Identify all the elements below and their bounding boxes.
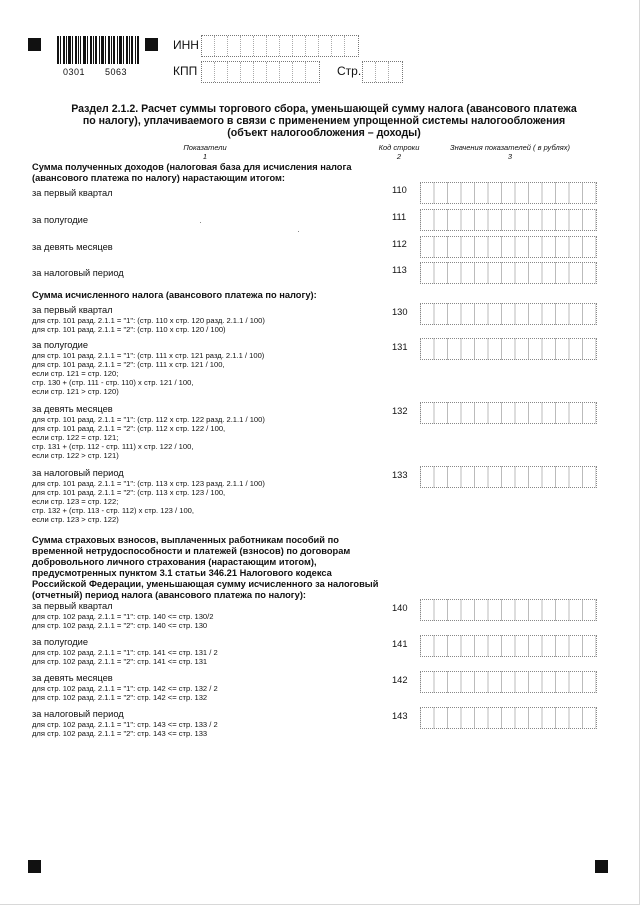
row-label-113: за налоговый период — [32, 268, 124, 278]
note-line: для стр. 102 разд. 2.1.1 = "1": стр. 142 <= стр. 132 / 2 — [32, 684, 218, 693]
value-field-113[interactable] — [420, 262, 597, 284]
column-3-number: 3 — [507, 152, 513, 161]
barcode — [57, 36, 139, 64]
row-label-142: за девять месяцев — [32, 673, 113, 683]
heading-line: Сумма полученных доходов (налоговая база для исчисления налога — [32, 162, 352, 172]
corner-marker-top-left — [28, 38, 41, 51]
row-note-141 — [32, 648, 218, 666]
row-code-130: 130 — [392, 307, 408, 317]
row-code-110: 110 — [392, 185, 407, 195]
row-note-142 — [32, 684, 218, 702]
row-label-111: за полугодие — [32, 215, 89, 225]
title-line-2: по налогу), уплачиваемого в связи с применением упрощенной системы налогообложения — [82, 115, 566, 127]
section-income-heading — [32, 162, 352, 184]
note-line: если стр. 121 > стр. 120) — [32, 387, 119, 396]
note-line: для стр. 102 разд. 2.1.1 = "1": стр. 143 <= стр. 133 / 2 — [32, 720, 218, 729]
row-note-143 — [32, 720, 218, 738]
heading-line: временной нетрудоспособности и платежей (взносов) по договорам — [32, 546, 351, 556]
note-line: для стр. 101 разд. 2.1.1 = "1": (стр. 110 x стр. 120 разд. 2.1.1 / 100) — [32, 316, 265, 325]
section-title — [64, 103, 584, 139]
row-label-112: за девять месяцев — [32, 242, 113, 252]
column-header-values — [426, 143, 594, 161]
row-code-132: 132 — [392, 406, 408, 416]
scan-speck — [298, 231, 299, 232]
note-line: если стр. 122 > стр. 121) — [32, 451, 119, 460]
row-label-131: за полугодие — [32, 340, 89, 350]
row-code-111: 111 — [392, 212, 407, 222]
column-2-name: Код строки — [378, 143, 420, 152]
corner-marker-bottom-left — [28, 860, 41, 873]
title-line-3: (объект налогообложения – доходы) — [227, 127, 421, 139]
row-code-140: 140 — [392, 603, 408, 613]
kpp-field[interactable] — [201, 61, 320, 83]
heading-line: (отчетный) период налога (авансового платежа по налогу): — [32, 590, 307, 600]
value-field-140[interactable] — [420, 599, 597, 621]
value-field-131[interactable] — [420, 338, 597, 360]
row-label-143: за налоговый период — [32, 709, 124, 719]
value-field-130[interactable] — [420, 303, 597, 325]
value-field-133[interactable] — [420, 466, 597, 488]
page-number-field[interactable] — [362, 61, 403, 83]
heading-line: предусмотренных пунктом 3.1 статьи 346.21 Налогового кодекса — [32, 568, 332, 578]
row-note-140 — [32, 612, 213, 630]
column-1-name: Показатели — [183, 143, 227, 152]
row-label-133: за налоговый период — [32, 468, 124, 478]
row-label-141: за полугодие — [32, 637, 89, 647]
section-contributions-heading — [32, 535, 407, 601]
row-code-141: 141 — [392, 639, 408, 649]
corner-marker-top-right — [145, 38, 158, 51]
note-line: для стр. 101 разд. 2.1.1 = "1": (стр. 112 x стр. 122 разд. 2.1.1 / 100) — [32, 415, 265, 424]
note-line: стр. 132 + (стр. 113 - стр. 112) x стр. 123 / 100, — [32, 506, 195, 515]
note-line: если стр. 122 = стр. 121; — [32, 433, 119, 442]
value-field-143[interactable] — [420, 707, 597, 729]
column-header-indicators — [170, 143, 240, 161]
column-3-name: Значения показателей ( в рублях) — [449, 143, 571, 152]
note-line: для стр. 101 разд. 2.1.1 = "1": (стр. 113 x стр. 123 разд. 2.1.1 / 100) — [32, 479, 265, 488]
note-line: если стр. 123 = стр. 122; — [32, 497, 119, 506]
inn-field[interactable] — [201, 35, 359, 57]
row-code-131: 131 — [392, 342, 408, 352]
note-line: для стр. 102 разд. 2.1.1 = "1": стр. 141 <= стр. 131 / 2 — [32, 648, 218, 657]
scan-speck — [200, 222, 201, 223]
note-line: для стр. 101 разд. 2.1.1 = "2": (стр. 110 x стр. 120 / 100) — [32, 325, 226, 334]
corner-marker-bottom-right — [595, 860, 608, 873]
title-line-1: Раздел 2.1.2. Расчет суммы торгового сбора, уменьшающей сумму налога (авансового платежа — [71, 103, 577, 115]
row-code-112: 112 — [392, 239, 407, 249]
note-line: если стр. 123 > стр. 122) — [32, 515, 119, 524]
column-2-number: 2 — [396, 152, 402, 161]
row-code-142: 142 — [392, 675, 408, 685]
kpp-label: КПП — [173, 64, 198, 78]
row-code-133: 133 — [392, 470, 408, 480]
column-header-code — [373, 143, 425, 161]
note-line: для стр. 101 разд. 2.1.1 = "2": (стр. 113 x стр. 123 / 100, — [32, 488, 226, 497]
barcode-number-left: 0301 — [63, 67, 86, 77]
row-note-133 — [32, 479, 265, 524]
heading-line: Российской Федерации, уменьшающая сумму исчисленного за налоговый — [32, 579, 379, 589]
note-line: для стр. 102 разд. 2.1.1 = "1": стр. 140 <= стр. 130/2 — [32, 612, 214, 621]
value-field-132[interactable] — [420, 402, 597, 424]
value-field-110[interactable] — [420, 182, 597, 204]
row-label-130: за первый квартал — [32, 305, 113, 315]
row-note-132 — [32, 415, 265, 460]
value-field-111[interactable] — [420, 209, 597, 231]
heading-line: (авансового платежа по налогу) нарастающим итогом: — [32, 173, 285, 183]
column-1-number: 1 — [202, 152, 208, 161]
note-line: для стр. 102 разд. 2.1.1 = "2": стр. 140 <= стр. 130 — [32, 621, 208, 630]
note-line: если стр. 121 = стр. 120; — [32, 369, 119, 378]
row-note-130 — [32, 316, 265, 334]
section-tax-heading: Сумма исчисленного налога (авансового платежа по налогу): — [32, 290, 317, 300]
note-line: для стр. 101 разд. 2.1.1 = "2": (стр. 111 x стр. 121 / 100, — [32, 360, 225, 369]
value-field-141[interactable] — [420, 635, 597, 657]
note-line: для стр. 102 разд. 2.1.1 = "2": стр. 143 <= стр. 133 — [32, 729, 208, 738]
note-line: для стр. 101 разд. 2.1.1 = "1": (стр. 111 x стр. 121 разд. 2.1.1 / 100) — [32, 351, 265, 360]
page-number-label: Стр. — [337, 64, 362, 78]
row-note-131 — [32, 351, 264, 396]
row-code-113: 113 — [392, 265, 407, 275]
note-line: для стр. 102 разд. 2.1.1 = "2": стр. 141 <= стр. 131 — [32, 657, 208, 666]
row-label-140: за первый квартал — [32, 601, 113, 611]
value-field-112[interactable] — [420, 236, 597, 258]
row-label-110: за первый квартал — [32, 188, 113, 198]
note-line: стр. 130 + (стр. 111 - стр. 110) x стр. 121 / 100, — [32, 378, 194, 387]
note-line: для стр. 102 разд. 2.1.1 = "2": стр. 142 <= стр. 132 — [32, 693, 208, 702]
row-label-132: за девять месяцев — [32, 404, 113, 414]
row-code-143: 143 — [392, 711, 408, 721]
note-line: для стр. 101 разд. 2.1.1 = "2": (стр. 112 x стр. 122 / 100, — [32, 424, 226, 433]
heading-line: добровольного личного страхования (нарастающим итогом), — [32, 557, 317, 567]
note-line: стр. 131 + (стр. 112 - стр. 111) x стр. 122 / 100, — [32, 442, 194, 451]
barcode-number-right: 5063 — [105, 67, 128, 77]
heading-line: Сумма страховых взносов, выплаченных работникам пособий по — [32, 535, 339, 545]
inn-label: ИНН — [173, 38, 199, 52]
value-field-142[interactable] — [420, 671, 597, 693]
